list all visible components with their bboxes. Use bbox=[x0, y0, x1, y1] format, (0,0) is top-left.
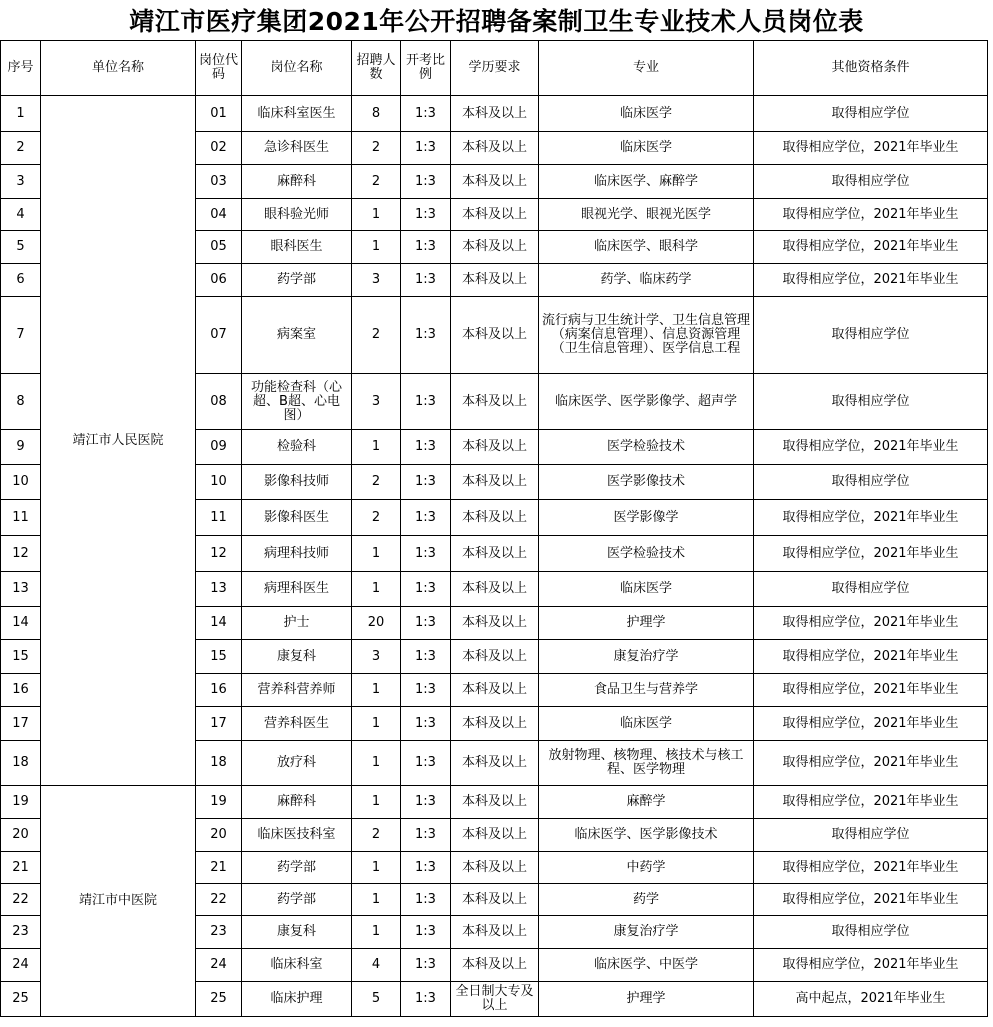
specialty: 临床医学、医学影像技术 bbox=[539, 819, 754, 852]
exam-ratio: 1:3 bbox=[401, 96, 451, 132]
other-qualifications: 取得相应学位，2021年毕业生 bbox=[754, 607, 988, 640]
specialty: 临床医学 bbox=[539, 132, 754, 165]
position-code: 24 bbox=[196, 949, 242, 982]
position-name: 放疗科 bbox=[242, 741, 352, 786]
other-qualifications: 取得相应学位 bbox=[754, 297, 988, 374]
other-qualifications: 取得相应学位，2021年毕业生 bbox=[754, 500, 988, 536]
row-seq: 19 bbox=[1, 786, 41, 819]
hire-count: 1 bbox=[352, 430, 401, 465]
exam-ratio: 1:3 bbox=[401, 707, 451, 741]
exam-ratio: 1:3 bbox=[401, 500, 451, 536]
header-ratio: 开考比例 bbox=[401, 41, 451, 96]
other-qualifications: 取得相应学位，2021年毕业生 bbox=[754, 852, 988, 884]
position-name: 营养科营养师 bbox=[242, 674, 352, 707]
position-code: 10 bbox=[196, 465, 242, 500]
other-qualifications: 取得相应学位，2021年毕业生 bbox=[754, 741, 988, 786]
education-requirement: 本科及以上 bbox=[451, 96, 539, 132]
position-code: 02 bbox=[196, 132, 242, 165]
position-code: 05 bbox=[196, 231, 242, 264]
position-code: 19 bbox=[196, 786, 242, 819]
hire-count: 1 bbox=[352, 786, 401, 819]
specialty: 康复治疗学 bbox=[539, 916, 754, 949]
education-requirement: 本科及以上 bbox=[451, 674, 539, 707]
header-other: 其他资格条件 bbox=[754, 41, 988, 96]
other-qualifications: 高中起点，2021年毕业生 bbox=[754, 982, 988, 1017]
other-qualifications: 取得相应学位，2021年毕业生 bbox=[754, 786, 988, 819]
position-name: 药学部 bbox=[242, 884, 352, 916]
specialty: 护理学 bbox=[539, 982, 754, 1017]
other-qualifications: 取得相应学位，2021年毕业生 bbox=[754, 949, 988, 982]
education-requirement: 本科及以上 bbox=[451, 536, 539, 572]
education-requirement: 本科及以上 bbox=[451, 949, 539, 982]
position-code: 09 bbox=[196, 430, 242, 465]
position-code: 20 bbox=[196, 819, 242, 852]
education-requirement: 本科及以上 bbox=[451, 741, 539, 786]
other-qualifications: 取得相应学位，2021年毕业生 bbox=[754, 884, 988, 916]
specialty: 康复治疗学 bbox=[539, 640, 754, 674]
specialty: 医学检验技术 bbox=[539, 430, 754, 465]
other-qualifications: 取得相应学位，2021年毕业生 bbox=[754, 674, 988, 707]
header-spec: 专业 bbox=[539, 41, 754, 96]
other-qualifications: 取得相应学位，2021年毕业生 bbox=[754, 231, 988, 264]
position-code: 03 bbox=[196, 165, 242, 199]
exam-ratio: 1:3 bbox=[401, 674, 451, 707]
hire-count: 4 bbox=[352, 949, 401, 982]
other-qualifications: 取得相应学位 bbox=[754, 572, 988, 607]
row-seq: 1 bbox=[1, 96, 41, 132]
education-requirement: 全日制大专及以上 bbox=[451, 982, 539, 1017]
hire-count: 1 bbox=[352, 852, 401, 884]
exam-ratio: 1:3 bbox=[401, 199, 451, 231]
specialty: 临床医学、眼科学 bbox=[539, 231, 754, 264]
position-name: 病案室 bbox=[242, 297, 352, 374]
unit-name: 靖江市人民医院 bbox=[41, 96, 196, 786]
hire-count: 1 bbox=[352, 199, 401, 231]
header-unit: 单位名称 bbox=[41, 41, 196, 96]
education-requirement: 本科及以上 bbox=[451, 916, 539, 949]
education-requirement: 本科及以上 bbox=[451, 819, 539, 852]
row-seq: 10 bbox=[1, 465, 41, 500]
position-name: 临床护理 bbox=[242, 982, 352, 1017]
other-qualifications: 取得相应学位，2021年毕业生 bbox=[754, 640, 988, 674]
other-qualifications: 取得相应学位，2021年毕业生 bbox=[754, 430, 988, 465]
hire-count: 3 bbox=[352, 264, 401, 297]
hire-count: 20 bbox=[352, 607, 401, 640]
education-requirement: 本科及以上 bbox=[451, 297, 539, 374]
unit-name: 靖江市中医院 bbox=[41, 786, 196, 1017]
row-seq: 25 bbox=[1, 982, 41, 1017]
exam-ratio: 1:3 bbox=[401, 982, 451, 1017]
hire-count: 5 bbox=[352, 982, 401, 1017]
positions-table bbox=[0, 40, 988, 1017]
specialty: 流行病与卫生统计学、卫生信息管理（病案信息管理）、信息资源管理（卫生信息管理）、医学信息工程 bbox=[539, 297, 754, 374]
position-name: 麻醉科 bbox=[242, 786, 352, 819]
table-row bbox=[1, 96, 988, 132]
exam-ratio: 1:3 bbox=[401, 916, 451, 949]
hire-count: 2 bbox=[352, 500, 401, 536]
hire-count: 2 bbox=[352, 165, 401, 199]
other-qualifications: 取得相应学位 bbox=[754, 819, 988, 852]
education-requirement: 本科及以上 bbox=[451, 572, 539, 607]
row-seq: 5 bbox=[1, 231, 41, 264]
education-requirement: 本科及以上 bbox=[451, 786, 539, 819]
row-seq: 11 bbox=[1, 500, 41, 536]
header-seq: 序号 bbox=[1, 41, 41, 96]
education-requirement: 本科及以上 bbox=[451, 500, 539, 536]
other-qualifications: 取得相应学位 bbox=[754, 96, 988, 132]
exam-ratio: 1:3 bbox=[401, 536, 451, 572]
hire-count: 3 bbox=[352, 374, 401, 430]
row-seq: 14 bbox=[1, 607, 41, 640]
specialty: 临床医学、医学影像学、超声学 bbox=[539, 374, 754, 430]
other-qualifications: 取得相应学位，2021年毕业生 bbox=[754, 264, 988, 297]
exam-ratio: 1:3 bbox=[401, 786, 451, 819]
position-name: 药学部 bbox=[242, 264, 352, 297]
exam-ratio: 1:3 bbox=[401, 132, 451, 165]
education-requirement: 本科及以上 bbox=[451, 165, 539, 199]
row-seq: 23 bbox=[1, 916, 41, 949]
specialty: 护理学 bbox=[539, 607, 754, 640]
position-name: 康复科 bbox=[242, 916, 352, 949]
header-count: 招聘人数 bbox=[352, 41, 401, 96]
exam-ratio: 1:3 bbox=[401, 297, 451, 374]
position-code: 23 bbox=[196, 916, 242, 949]
row-seq: 4 bbox=[1, 199, 41, 231]
specialty: 医学影像学 bbox=[539, 500, 754, 536]
other-qualifications: 取得相应学位，2021年毕业生 bbox=[754, 707, 988, 741]
row-seq: 17 bbox=[1, 707, 41, 741]
exam-ratio: 1:3 bbox=[401, 572, 451, 607]
hire-count: 1 bbox=[352, 741, 401, 786]
hire-count: 1 bbox=[352, 536, 401, 572]
specialty: 药学 bbox=[539, 884, 754, 916]
header-code: 岗位代码 bbox=[196, 41, 242, 96]
position-code: 18 bbox=[196, 741, 242, 786]
exam-ratio: 1:3 bbox=[401, 884, 451, 916]
row-seq: 6 bbox=[1, 264, 41, 297]
position-code: 12 bbox=[196, 536, 242, 572]
position-name: 病理科医生 bbox=[242, 572, 352, 607]
position-code: 01 bbox=[196, 96, 242, 132]
table-row bbox=[1, 786, 988, 819]
other-qualifications: 取得相应学位 bbox=[754, 916, 988, 949]
exam-ratio: 1:3 bbox=[401, 741, 451, 786]
hire-count: 2 bbox=[352, 132, 401, 165]
education-requirement: 本科及以上 bbox=[451, 374, 539, 430]
position-name: 急诊科医生 bbox=[242, 132, 352, 165]
row-seq: 12 bbox=[1, 536, 41, 572]
position-code: 04 bbox=[196, 199, 242, 231]
position-code: 22 bbox=[196, 884, 242, 916]
exam-ratio: 1:3 bbox=[401, 231, 451, 264]
exam-ratio: 1:3 bbox=[401, 165, 451, 199]
row-seq: 24 bbox=[1, 949, 41, 982]
specialty: 医学检验技术 bbox=[539, 536, 754, 572]
position-name: 眼科医生 bbox=[242, 231, 352, 264]
row-seq: 20 bbox=[1, 819, 41, 852]
other-qualifications: 取得相应学位，2021年毕业生 bbox=[754, 132, 988, 165]
position-name: 检验科 bbox=[242, 430, 352, 465]
header-name: 岗位名称 bbox=[242, 41, 352, 96]
position-name: 药学部 bbox=[242, 852, 352, 884]
hire-count: 2 bbox=[352, 465, 401, 500]
specialty: 麻醉学 bbox=[539, 786, 754, 819]
position-code: 06 bbox=[196, 264, 242, 297]
exam-ratio: 1:3 bbox=[401, 852, 451, 884]
exam-ratio: 1:3 bbox=[401, 640, 451, 674]
education-requirement: 本科及以上 bbox=[451, 132, 539, 165]
row-seq: 2 bbox=[1, 132, 41, 165]
specialty: 放射物理、核物理、核技术与核工程、医学物理 bbox=[539, 741, 754, 786]
page-title: 靖江市医疗集团2021年公开招聘备案制卫生专业技术人员岗位表 bbox=[129, 7, 864, 36]
row-seq: 16 bbox=[1, 674, 41, 707]
header-edu: 学历要求 bbox=[451, 41, 539, 96]
specialty: 食品卫生与营养学 bbox=[539, 674, 754, 707]
position-name: 临床科室 bbox=[242, 949, 352, 982]
position-code: 15 bbox=[196, 640, 242, 674]
education-requirement: 本科及以上 bbox=[451, 430, 539, 465]
specialty: 临床医学、麻醉学 bbox=[539, 165, 754, 199]
other-qualifications: 取得相应学位 bbox=[754, 465, 988, 500]
exam-ratio: 1:3 bbox=[401, 949, 451, 982]
position-code: 07 bbox=[196, 297, 242, 374]
other-qualifications: 取得相应学位，2021年毕业生 bbox=[754, 536, 988, 572]
row-seq: 13 bbox=[1, 572, 41, 607]
position-code: 11 bbox=[196, 500, 242, 536]
other-qualifications: 取得相应学位 bbox=[754, 165, 988, 199]
education-requirement: 本科及以上 bbox=[451, 852, 539, 884]
row-seq: 18 bbox=[1, 741, 41, 786]
hire-count: 1 bbox=[352, 231, 401, 264]
specialty: 眼视光学、眼视光医学 bbox=[539, 199, 754, 231]
row-seq: 15 bbox=[1, 640, 41, 674]
specialty: 临床医学、中医学 bbox=[539, 949, 754, 982]
education-requirement: 本科及以上 bbox=[451, 199, 539, 231]
education-requirement: 本科及以上 bbox=[451, 640, 539, 674]
specialty: 临床医学 bbox=[539, 96, 754, 132]
exam-ratio: 1:3 bbox=[401, 374, 451, 430]
exam-ratio: 1:3 bbox=[401, 465, 451, 500]
education-requirement: 本科及以上 bbox=[451, 231, 539, 264]
hire-count: 2 bbox=[352, 819, 401, 852]
header-row bbox=[1, 41, 988, 96]
other-qualifications: 取得相应学位 bbox=[754, 374, 988, 430]
other-qualifications: 取得相应学位，2021年毕业生 bbox=[754, 199, 988, 231]
hire-count: 1 bbox=[352, 674, 401, 707]
row-seq: 22 bbox=[1, 884, 41, 916]
exam-ratio: 1:3 bbox=[401, 264, 451, 297]
position-name: 康复科 bbox=[242, 640, 352, 674]
position-code: 16 bbox=[196, 674, 242, 707]
hire-count: 1 bbox=[352, 572, 401, 607]
specialty: 药学、临床药学 bbox=[539, 264, 754, 297]
position-name: 眼科验光师 bbox=[242, 199, 352, 231]
row-seq: 21 bbox=[1, 852, 41, 884]
position-code: 14 bbox=[196, 607, 242, 640]
position-code: 08 bbox=[196, 374, 242, 430]
position-name: 营养科医生 bbox=[242, 707, 352, 741]
position-name: 病理科技师 bbox=[242, 536, 352, 572]
position-name: 临床科室医生 bbox=[242, 96, 352, 132]
position-name: 影像科技师 bbox=[242, 465, 352, 500]
position-name: 影像科医生 bbox=[242, 500, 352, 536]
specialty: 中药学 bbox=[539, 852, 754, 884]
education-requirement: 本科及以上 bbox=[451, 607, 539, 640]
hire-count: 3 bbox=[352, 640, 401, 674]
specialty: 医学影像技术 bbox=[539, 465, 754, 500]
position-code: 21 bbox=[196, 852, 242, 884]
row-seq: 9 bbox=[1, 430, 41, 465]
row-seq: 3 bbox=[1, 165, 41, 199]
position-name: 护士 bbox=[242, 607, 352, 640]
hire-count: 2 bbox=[352, 297, 401, 374]
specialty: 临床医学 bbox=[539, 572, 754, 607]
hire-count: 1 bbox=[352, 707, 401, 741]
hire-count: 1 bbox=[352, 916, 401, 949]
row-seq: 8 bbox=[1, 374, 41, 430]
specialty: 临床医学 bbox=[539, 707, 754, 741]
education-requirement: 本科及以上 bbox=[451, 707, 539, 741]
row-seq: 7 bbox=[1, 297, 41, 374]
education-requirement: 本科及以上 bbox=[451, 465, 539, 500]
position-code: 17 bbox=[196, 707, 242, 741]
position-code: 25 bbox=[196, 982, 242, 1017]
hire-count: 8 bbox=[352, 96, 401, 132]
education-requirement: 本科及以上 bbox=[451, 264, 539, 297]
position-name: 临床医技科室 bbox=[242, 819, 352, 852]
education-requirement: 本科及以上 bbox=[451, 884, 539, 916]
hire-count: 1 bbox=[352, 884, 401, 916]
exam-ratio: 1:3 bbox=[401, 819, 451, 852]
position-name: 麻醉科 bbox=[242, 165, 352, 199]
position-name: 功能检查科（心超、B超、心电图） bbox=[242, 374, 352, 430]
position-code: 13 bbox=[196, 572, 242, 607]
exam-ratio: 1:3 bbox=[401, 430, 451, 465]
exam-ratio: 1:3 bbox=[401, 607, 451, 640]
